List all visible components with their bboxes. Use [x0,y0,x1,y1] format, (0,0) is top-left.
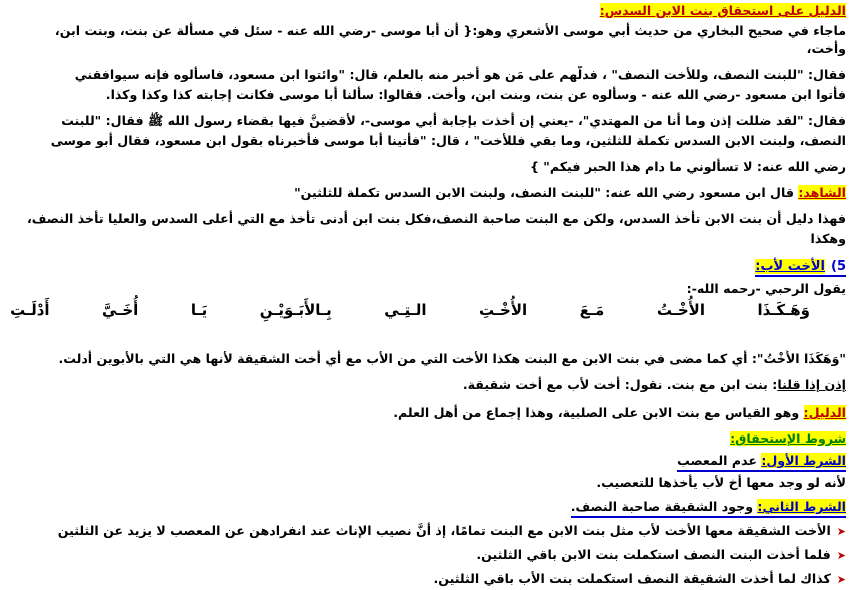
hadith-line-2: وأخت، [806,41,846,56]
cond1-text: عدم المعصب [677,453,762,468]
shahid-label: الشاهد: [798,185,846,200]
hadith-line-3: فقال: "للبنت النصف، وللأخت النصف" ، فدلَّهم على مَن هو أخبر منه بالعلم، قال: "وائتوا ابن مسعود، فاسألوه فإنه سيوافقني [74,67,846,82]
arrow-bullet-icon: ➤ [836,549,846,562]
poem-word: يَـا [190,301,208,319]
cond1-line [0,452,846,472]
dalil-line [0,404,846,422]
bullet-text-1: الأخت الشقيقة معها الأخت لأب مثل بنت الابن مع البنت تمامًا، إذ أنَّ نصيب الإناث عند انفرادهن عن المعصب لا يزيد عن الثلثين [57,523,831,538]
bullet-text-2: فلما أخذت البنت النصف استكملت بنت الابن باقي الثلثين. [476,547,831,562]
cond1-label: الشرط الأول: [761,453,846,468]
dalil-text: وهو القياس مع بنت الابن على الصلبية، وهذا إجماع من أهل العلم. [393,405,804,420]
cond2-text: وجود الشقيقة صاحبة النصف. [570,499,758,514]
explanation-text: : أي كما مضى في بنت الابن مع البنت هكذا الأخت التي من الأب مع أي أخت الشقيقة لأنها هي التي بالأبوين أدلت. [58,351,757,366]
poem-word: مَـعَ [579,301,605,319]
idhan-line [0,376,846,394]
idhan-label: إذن إذا قلنا [777,377,846,392]
section-title-line [0,2,846,20]
arrow-bullet-icon: ➤ [836,525,846,538]
poem-verse [10,300,810,320]
dalil-label: الدليل: [803,405,846,420]
bullet-item-2 [0,546,846,565]
poem-word: الأُخْـتُ [656,301,705,319]
explanation-quote: "وَهَكَذَا الأُخْتُ" [756,351,846,366]
hadith-line-4: فأتوا ابن مسعود -رضي الله عنه - وسألوه عن بنت، وبنت ابن، وأخت. فقالوا: سألنا أبا موسى فكانت إجابته كذا وكذا وكذا. [105,87,846,102]
conditions-title-line [0,430,846,448]
idhan-text: : بنت ابن مع بنت. نقول: أخت لأب مع أخت شقيقة. [462,377,778,392]
poem-word: أَدْلَـتِ [10,301,50,319]
section-5-heading [755,258,846,276]
poem-word: وَهَـكَـذَا [757,301,810,319]
hadith-line-6: النصف، ولبنت الابن السدس تكملة للثلثين، وما بقي فللأخت" ، قال: "فأتينا أبا موسى فأخبرناه بقول ابن مسعود، فقال أبو موسى [50,133,846,148]
section-title: الدليل على استحقاق بنت الابن السدس: [599,3,846,18]
section-5-title: الأخت لأب: [755,259,825,274]
arrow-bullet-icon: ➤ [836,573,846,586]
poem-word: الـتِـي [384,301,427,319]
poem-word: بِـالأَبَـوَيْـنِ [259,301,332,319]
hadith-line-5: فقال: "لقد ضللت إذن وما أنا من المهتدي"، -يعني إن أخذت بإجابة أبي موسى-، لأقضينَّ فيها بقضاء رسول الله ﷺ فقال: "للبنت [61,113,846,128]
hadith-line-1: ماجاء في صحيح البخاري من حديث أبي موسى الأشعري وهو:{ أن أبا موسى -رضي الله عنه - سئل في مسألة عن بنت، وبنت ابن، [54,23,846,38]
shahid-line [0,184,846,202]
bullet-text-3: كذاك لما أخذت الشقيقة النصف استكملت بنت الأب باقي الثلثين. [433,571,831,586]
bullet-item-3 [0,570,846,589]
cond2-label: الشرط الثاني: [757,499,846,514]
hadith-line-7: رضي الله عنه: لا تسألوني ما دام هذا الحبر فيكم" } [529,159,846,174]
explanation-line [0,350,846,368]
poem-word: الأُخْـتِ [479,301,528,319]
section-5-number: 5) [831,259,846,274]
cond1-note: لأنه لو وجد معها أخ لأب يأخذها للتعصيب. [596,475,846,490]
conclusion-line-1: فهذا دليل أن بنت الابن تأخذ السدس، ولكن مع البنت صاحبة النصف،فكل بنت ابن أدنى تأخذ مع التي أعلى السدس والعليا تأخذ النصف، [27,211,846,226]
bullet-item-1 [0,522,846,541]
poem-word: أُخَـيَّ [102,301,139,319]
shahid-text: قال ابن مسعود رضي الله عنه: "للبنت النصف، ولبنت الابن السدس تكملة للثلثين" [294,185,799,200]
cond2-line [0,498,846,518]
rahbi-line: يقول الرحبي -رحمه الله-: [686,281,846,296]
conditions-title: شروط الإستحقاق: [730,431,846,446]
conclusion-line-2: وهكذا [810,231,846,246]
